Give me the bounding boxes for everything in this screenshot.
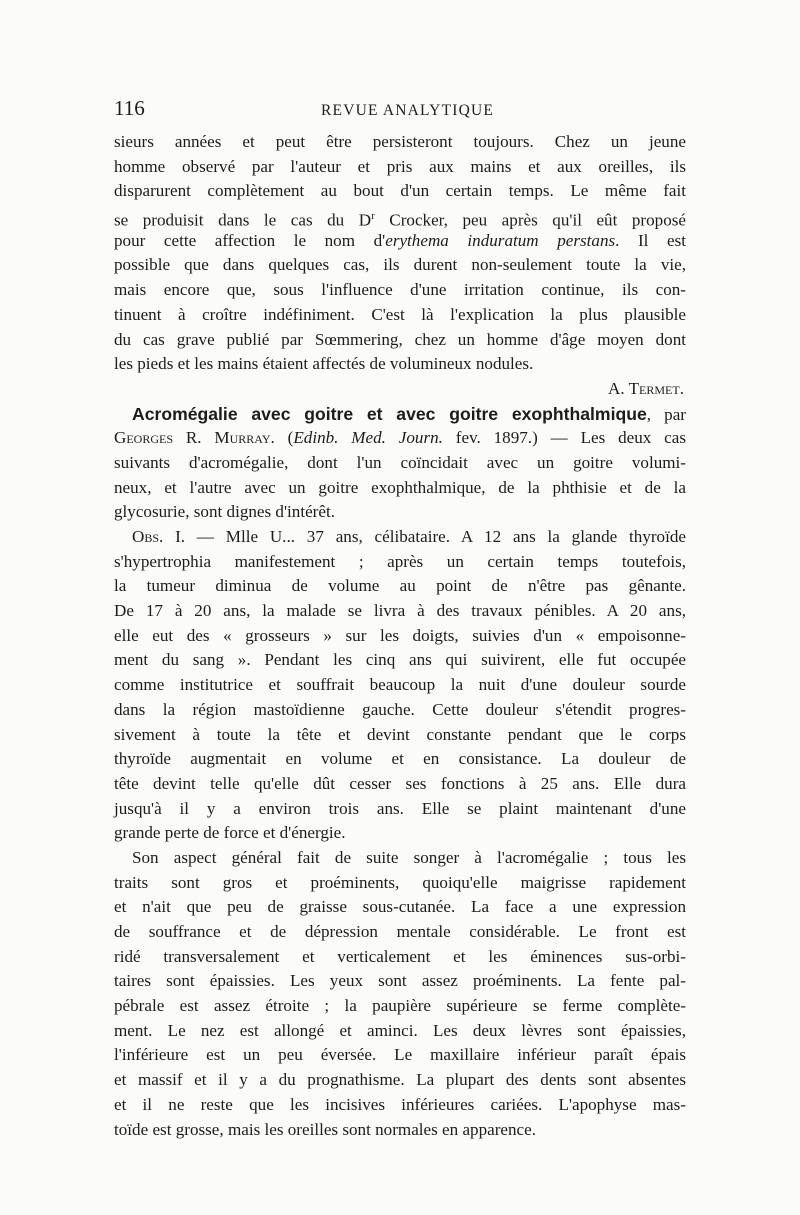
text-run: tinuent à croître indéfiniment. C'est là l'explication la plus plausible xyxy=(114,304,686,324)
text-run: jusqu'à il y a environ trois ans. Elle se plaint maintenant d'une xyxy=(114,798,686,818)
text-line xyxy=(114,846,686,871)
text-run: . ( xyxy=(270,428,294,448)
text-line xyxy=(114,574,686,599)
text-line xyxy=(114,747,686,772)
text-run: Son aspect général fait de suite songer à l'acromégalie ; tous les xyxy=(132,847,686,867)
text-run: homme observé par l'auteur et pris aux mains et aux oreilles, ils xyxy=(114,156,686,176)
text-run: ridé transversalement et verticalement et les éminences sus-orbi- xyxy=(114,946,686,966)
text-run: thyroïde augmentait en volume et en consistance. La douleur de xyxy=(114,749,686,769)
text-line xyxy=(114,204,686,229)
text-line xyxy=(114,155,686,180)
text-run: la tumeur diminua de volume au point de n'être pas gênante. xyxy=(114,576,686,596)
body-text xyxy=(114,130,686,1142)
text-run: toïde est grosse, mais les oreilles sont normales en apparence. xyxy=(114,1119,536,1139)
paragraph-article-heading xyxy=(114,402,686,525)
text-line xyxy=(114,895,686,920)
text-run: suivants d'acromégalie, dont l'un coïncidait avec un goitre volumi- xyxy=(114,452,686,472)
text-run: les pieds et les mains étaient affectés de volumineux nodules. xyxy=(114,354,534,374)
text-line xyxy=(114,130,686,155)
text-run: erythema induratum perstans xyxy=(385,230,616,250)
text-line xyxy=(114,402,686,427)
page-header xyxy=(0,94,800,124)
text-line xyxy=(114,821,686,846)
text-line xyxy=(114,229,686,254)
text-line xyxy=(114,1043,686,1068)
text-run: r xyxy=(371,210,375,223)
text-line xyxy=(114,871,686,896)
text-line xyxy=(114,599,686,624)
text-run: traits sont gros et proéminents, quoiqu'elle maigrisse rapidement xyxy=(114,872,686,892)
text-line xyxy=(114,253,686,278)
text-line xyxy=(114,1118,686,1143)
text-run: l'inférieure est un peu éversée. Le maxillaire inférieur paraît épais xyxy=(114,1045,686,1065)
text-line xyxy=(114,920,686,945)
text-run: et n'ait que peu de graisse sous-cutanée. La face a une expression xyxy=(114,897,686,917)
text-run: et massif et il y a du prognathisme. La plupart des dents sont absentes xyxy=(114,1070,686,1090)
paragraph-continuation xyxy=(114,130,686,377)
text-run: Crocker, peu après qu'il eût proposé xyxy=(374,210,686,230)
text-run: pébrale est assez étroite ; la paupière supérieure se ferme complète- xyxy=(114,996,686,1016)
text-line xyxy=(114,969,686,994)
text-line xyxy=(114,550,686,575)
text-run: elle eut des « grosseurs » sur les doigts, suivies d'un « empoisonne- xyxy=(114,625,686,645)
text-run: disparurent complètement au bout d'un certain temps. Le même fait xyxy=(114,181,686,201)
text-run: , par xyxy=(646,404,686,424)
text-line xyxy=(114,328,686,353)
text-line xyxy=(114,945,686,970)
text-run: ment. Le nez est allongé et aminci. Les deux lèvres sont épaissies, xyxy=(114,1020,686,1040)
text-line xyxy=(114,723,686,748)
text-run: mais encore que, sous l'influence d'une irritation continue, ils con- xyxy=(114,280,686,300)
text-run: pour cette affection le nom d' xyxy=(114,230,386,250)
text-run: Georges R. Murray xyxy=(114,428,271,448)
text-run: taires sont épaissies. Les yeux sont assez proéminents. La fente pal- xyxy=(114,971,686,991)
text-run: du cas grave publié par Sœmmering, chez un homme d'âge moyen dont xyxy=(114,329,686,349)
text-line xyxy=(114,179,686,204)
text-line xyxy=(114,648,686,673)
text-run: sivement à toute la tête et devint constante pendant que le corps xyxy=(114,724,686,744)
author-signature: A. Termet. xyxy=(608,378,684,398)
text-line xyxy=(114,352,686,377)
text-line xyxy=(114,1068,686,1093)
text-run: neux, et l'autre avec un goitre exophthalmique, de la phthisie et de la xyxy=(114,477,686,497)
text-line xyxy=(114,500,686,525)
text-run: sieurs années et peut être persisteront toujours. Chez un jeune xyxy=(114,132,686,151)
text-line xyxy=(114,476,686,501)
page-number: 116 xyxy=(114,96,145,120)
text-run: De 17 à 20 ans, la malade se livra à des travaux pénibles. A 20 ans, xyxy=(114,601,686,621)
text-run: Edinb. Med. Journ. xyxy=(293,428,443,448)
text-line xyxy=(114,303,686,328)
text-line xyxy=(114,624,686,649)
text-run: s'hypertrophia manifestement ; après un certain temps toutefois, xyxy=(114,551,686,571)
text-run: glycosurie, sont dignes d'intérêt. xyxy=(114,502,335,522)
running-title: REVUE ANALYTIQUE xyxy=(321,102,495,119)
text-run: se produisit dans le cas du D xyxy=(114,210,372,230)
paragraph-description xyxy=(114,846,686,1142)
text-run: tête devint telle qu'elle dût cesser ses fonctions à 25 ans. Elle dura xyxy=(114,773,686,793)
text-line xyxy=(114,994,686,1019)
text-run: Obs. I. xyxy=(132,527,186,546)
paragraph-observation xyxy=(114,525,686,846)
text-run: — Mlle U... 37 ans, célibataire. A 12 ans la glande thyroïde xyxy=(185,527,686,546)
text-run: fev. 1897.) — Les deux cas xyxy=(442,428,687,448)
text-run: et il ne reste que les incisives inférieures cariées. L'apophyse mas- xyxy=(114,1094,686,1114)
text-line xyxy=(114,1093,686,1118)
text-line xyxy=(114,451,686,476)
text-run: comme institutrice et souffrait beaucoup la nuit d'une douleur sourde xyxy=(114,675,686,695)
text-line xyxy=(114,673,686,698)
article-title: Acromégalie avec goitre et avec goitre exophthalmique xyxy=(132,403,647,424)
text-run: dans la région mastoïdienne gauche. Cette douleur s'étendit progres- xyxy=(114,699,686,719)
text-run: ment du sang ». Pendant les cinq ans qui suivirent, elle fut occupée xyxy=(114,650,686,670)
text-run: de souffrance et de dépression mentale considérable. Le front est xyxy=(114,922,686,941)
text-run: possible que dans quelques cas, ils durent non-seulement toute la vie, xyxy=(114,255,686,275)
text-line xyxy=(114,525,686,550)
text-run: . Il est xyxy=(615,230,686,250)
text-line xyxy=(114,698,686,723)
text-line xyxy=(114,278,686,303)
text-run: grande perte de force et d'énergie. xyxy=(114,823,346,843)
text-line xyxy=(114,426,686,451)
text-line xyxy=(114,1019,686,1044)
text-line xyxy=(114,797,686,822)
text-line xyxy=(114,772,686,797)
